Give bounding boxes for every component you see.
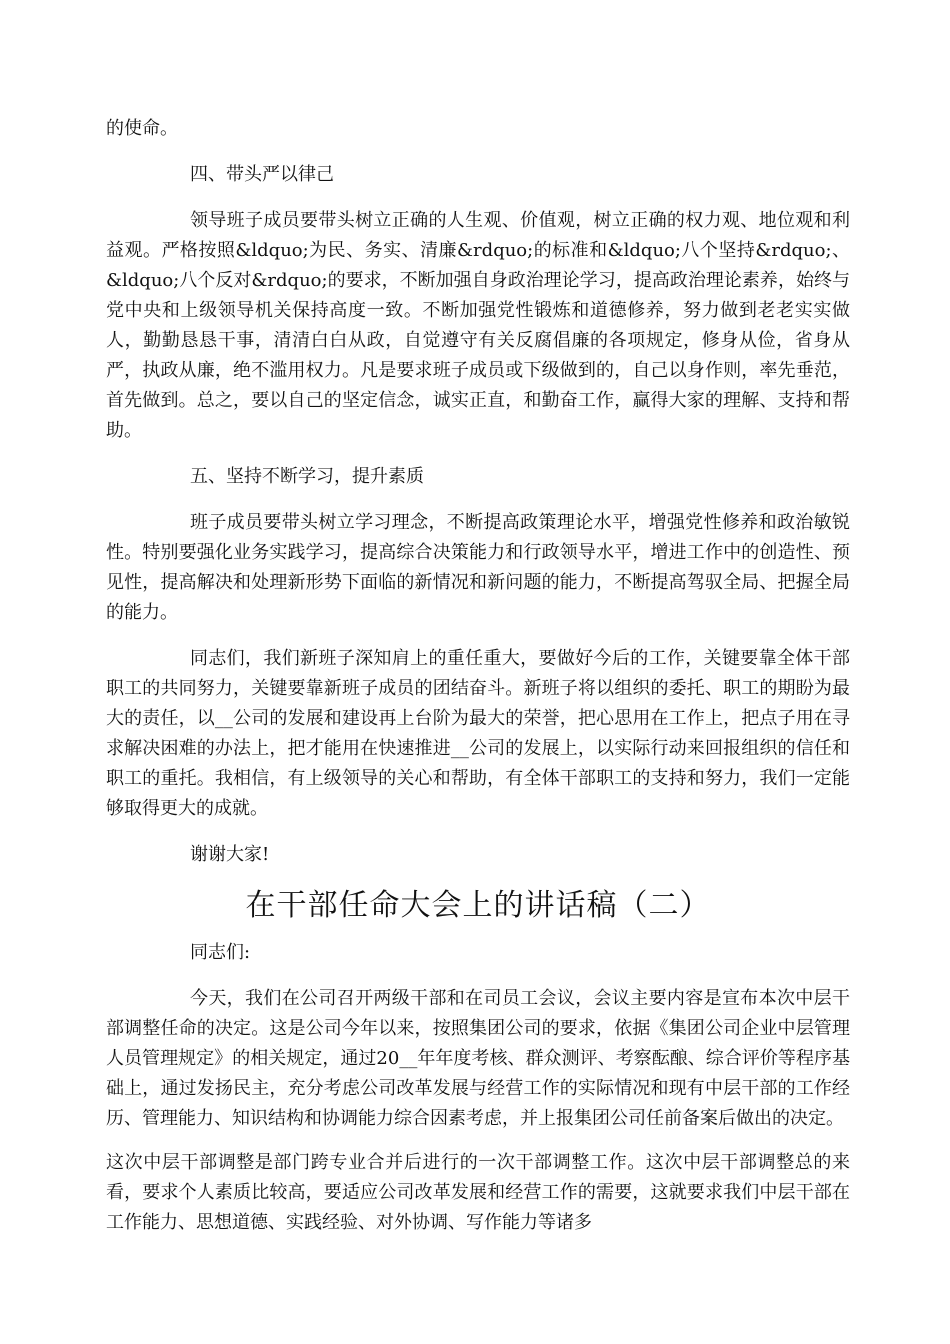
greeting: 同志们: [190, 942, 251, 963]
paragraph-opening: 今天，我们在公司召开两级干部和在司员工会议，会议主要内容是宣布本次中层干部调整任命的决定。这是公司今年以来，按照集团公司的要求，依据《集团公司企业中层管理人员管理规定》的相关规定，通过20__年年度考核、群众测评、考察酝酿、综合评价等程序基础上，通过发扬民主，充分考虑公司改革发展与经营工作的实际情况和现有中层干部的工作经历、管理能力、知识结构和协调能力综合因素考虑，并上报集团公司任前备案后做出的决定。 [106, 988, 850, 1129]
section-heading-5: 五、坚持不断学习，提升素质 [190, 466, 424, 487]
paragraph-intro-end: 的使命。 [106, 118, 178, 139]
paragraph-section-4: 领导班子成员要带头树立正确的人生观、价值观，树立正确的权力观、地位观和利益观。严格按照&ldquo;为民、务实、清廉&rdquo;的标准和&ldquo;八个坚持&rdquo;、&ldquo;八个反对&rdquo;的要求，不断加强自身政治理论学习，提高政治理论素养，始终与党中央和上级领导机关保持高度一致。不断加强党性锻炼和道德修养，努力做到老老实实做人，勤勤恳恳干事，清清白白从政，自觉遵守有关反腐倡廉的各项规定，修身从俭，省身从严，执政从廉，绝不滥用权力。凡是要求班子成员或下级做到的，自己以身作则，率先垂范，首先做到。总之，要以自己的坚定信念，诚实正直，和勤奋工作，赢得大家的理解、支持和帮助。 [106, 210, 850, 441]
paragraph-adjustment: 这次中层干部调整是部门跨专业合并后进行的一次干部调整工作。这次中层干部调整总的来看，要求个人素质比较高，要适应公司改革发展和经营工作的需要，这就要求我们中层干部在工作能力、思想道德、实践经验、对外协调、写作能力等诸多 [106, 1152, 850, 1233]
document-body [106, 114, 850, 1238]
paragraph-closing: 同志们，我们新班子深知肩上的重任重大，要做好今后的工作，关键要靠全体干部职工的共同努力，关键要靠新班子成员的团结奋斗。新班子将以组织的委托、职工的期盼为最大的责任，以__公司的发展和建设再上台阶为最大的荣誉，把心思用在工作上，把点子用在寻求解决困难的办法上，把才能用在快速推进__公司的发展上，以实际行动来回报组织的信任和职工的重托。我相信，有上级领导的关心和帮助，有全体干部职工的支持和努力，我们一定能够取得更大的成就。 [106, 648, 850, 819]
paragraph-thanks: 谢谢大家! [190, 844, 270, 865]
section-heading-4: 四、带头严以律己 [190, 164, 334, 185]
document-title-2: 在干部任命大会上的讲话稿（二） [245, 888, 711, 923]
paragraph-section-5: 班子成员要带头树立学习理念，不断提高政策理论水平，增强党性修养和政治敏锐性。特别要强化业务实践学习，提高综合决策能力和行政领导水平，增进工作中的创造性、预见性，提高解决和处理新形势下面临的新情况和新问题的能力，不断提高驾驭全局、把握全局的能力。 [106, 512, 850, 623]
